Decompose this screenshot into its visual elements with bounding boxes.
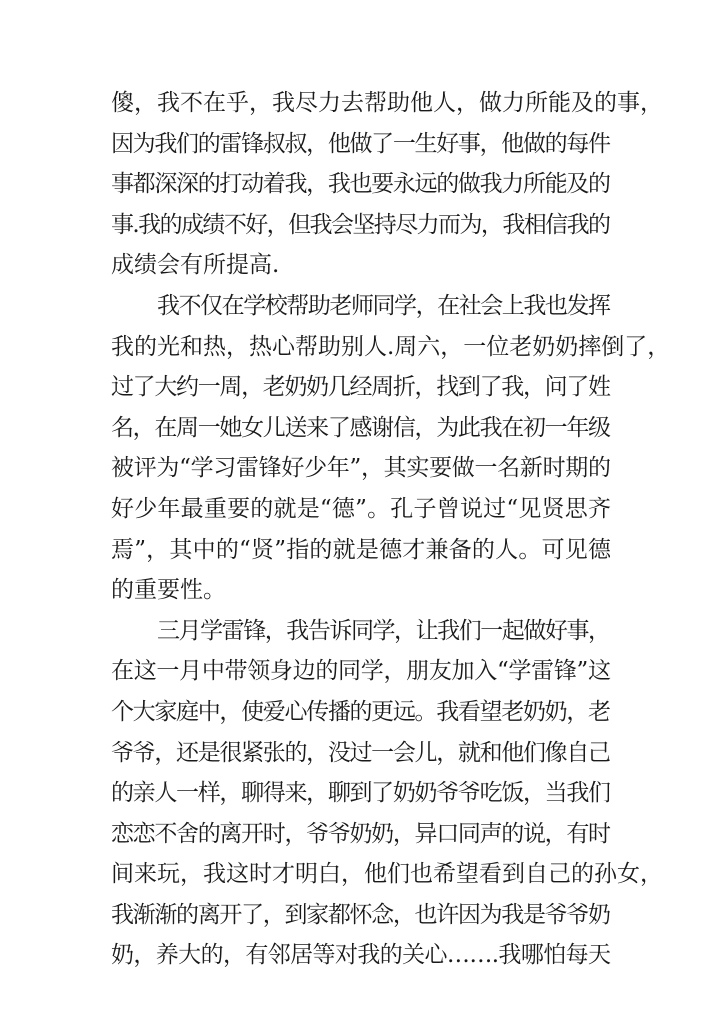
text-line: 爷爷，还是很紧张的，没过一会儿，就和他们像自己: [111, 739, 610, 766]
text-line: 因为我们的雷锋叔叔，他做了一生好事，他做的每件: [111, 130, 610, 157]
text-line: 事.我的成绩不好，但我会坚持尽力而为，我相信我的: [111, 211, 610, 238]
text-line: 被评为“学习雷锋好少年”，其实要做一名新时期的: [111, 455, 611, 482]
text-line: 好少年最重要的就是“德”。孔子曾说过“见贤思齐: [111, 495, 612, 522]
text-line: 间来玩，我这时才明白，他们也希望看到自己的孙女，: [111, 861, 663, 888]
text-line: 我的光和热，热心帮助别人.周六，一位老奶奶摔倒了，: [111, 333, 671, 360]
paragraph-first-line: 三月学雷锋，我告诉同学，让我们一起做好事，: [157, 617, 610, 644]
text-line: 事都深深的打动着我，我也要永远的做我力所能及的: [111, 171, 610, 198]
text-line: 奶，养大的，有邻居等对我的关心…….我哪怕每天: [111, 942, 611, 969]
body-text: [111, 83, 671, 976]
text-line: 在这一月中带领身边的同学，朋友加入“学雷锋”这: [111, 658, 611, 685]
text-line: 焉”，其中的“贤”指的就是德才兼备的人。可见德: [111, 536, 612, 563]
text-line: 的重要性。: [111, 577, 226, 604]
text-line: 的亲人一样，聊得来，聊到了奶奶爷爷吃饭，当我们: [111, 780, 610, 807]
text-line: 名，在周一她女儿送来了感谢信，为此我在初一年级: [111, 414, 610, 441]
text-line: 过了大约一周，老奶奶几经周折，找到了我，问了姓: [111, 374, 610, 401]
text-line: 我渐渐的离开了，到家都怀念，也许因为我是爷爷奶: [111, 901, 610, 928]
text-line: 恋恋不舍的离开时，爷爷奶奶，异口同声的说，有时: [111, 820, 610, 847]
text-line: 傻，我不在乎，我尽力去帮助他人，做力所能及的事，: [111, 90, 663, 116]
paragraph-first-line: 我不仅在学校帮助老师同学，在社会上我也发挥: [157, 292, 610, 319]
text-line: 个大家庭中，使爱心传播的更远。我看望老奶奶，老: [111, 698, 610, 725]
text-line: 成绩会有所提高.: [111, 252, 280, 279]
